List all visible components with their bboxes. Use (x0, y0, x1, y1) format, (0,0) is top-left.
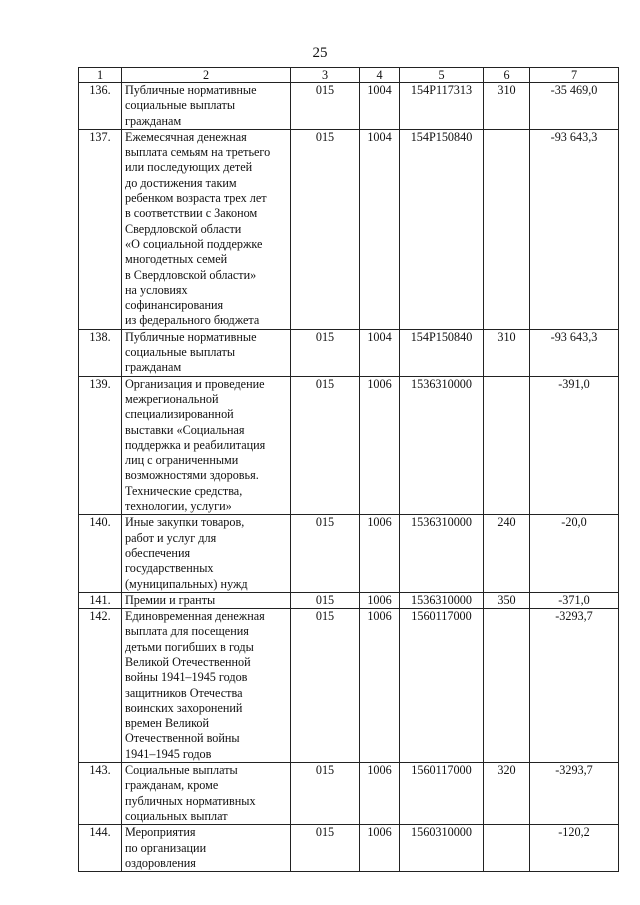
row-name-line: 1941–1945 годов (125, 746, 212, 761)
row-col4-cell: 1006 (360, 515, 400, 592)
row-number-cell: 136. (79, 83, 122, 130)
table-row (79, 329, 619, 376)
row-sum-cell: -120,2 (530, 825, 619, 872)
row-col6-cell: 310 (484, 329, 530, 376)
row-col3-cell: 015 (291, 83, 360, 130)
row-sum-cell: -3293,7 (530, 609, 619, 763)
header-col-6: 6 (484, 68, 530, 83)
row-name-line: «О социальной поддержке (125, 236, 263, 251)
row-col5-cell: 1536310000 (400, 515, 484, 592)
row-name-line: возможностями здоровья. (125, 468, 259, 483)
table-row (79, 825, 619, 872)
row-name-cell (122, 83, 291, 130)
row-name-line: гражданам, кроме (125, 778, 219, 793)
row-col3-cell: 015 (291, 376, 360, 515)
row-name-cell (122, 609, 291, 763)
row-name-cell (122, 763, 291, 825)
row-col3-cell: 015 (291, 609, 360, 763)
row-col6-cell: 350 (484, 592, 530, 608)
row-name-line: Премии и гранты (125, 592, 216, 607)
row-name-line: (муниципальных) нужд (125, 576, 248, 591)
row-name-line: ребенком возраста трех лет (125, 191, 267, 206)
row-col4-cell: 1004 (360, 83, 400, 130)
row-name-line: Публичные нормативные (125, 329, 257, 344)
row-name-cell (122, 376, 291, 515)
row-name-cell (122, 329, 291, 376)
row-col4-cell: 1006 (360, 592, 400, 608)
row-name-line: в соответствии с Законом (125, 206, 258, 221)
row-col6-cell (484, 609, 530, 763)
row-sum-cell: -391,0 (530, 376, 619, 515)
row-name-line: войны 1941–1945 годов (125, 670, 248, 685)
row-name-line: детьми погибших в годы (125, 639, 254, 654)
page-number: 25 (312, 45, 328, 61)
row-name-line: поддержка и реабилитация (125, 437, 266, 452)
header-col-1: 1 (79, 68, 122, 83)
row-sum-cell: -3293,7 (530, 763, 619, 825)
row-name-cell (122, 825, 291, 872)
row-col6-cell (484, 129, 530, 329)
row-col3-cell: 015 (291, 825, 360, 872)
row-name-line: Социальные выплаты (125, 763, 238, 778)
row-col5-cell: 1560117000 (400, 609, 484, 763)
row-name-line: из федерального бюджета (125, 313, 260, 328)
row-name-line: Великой Отечественной (125, 654, 251, 669)
row-col5-cell: 1536310000 (400, 592, 484, 608)
header-col-2: 2 (122, 68, 291, 83)
row-col3-cell: 015 (291, 763, 360, 825)
row-name-line: Организация и проведение (125, 376, 265, 391)
row-name-line: Ежемесячная денежная (125, 129, 247, 144)
row-name-line: обеспечения (125, 545, 191, 560)
row-name-line: по организации (125, 840, 207, 855)
row-number-cell: 140. (79, 515, 122, 592)
row-name-cell (122, 129, 291, 329)
row-col3-cell: 015 (291, 592, 360, 608)
row-number-cell: 142. (79, 609, 122, 763)
row-name-line: гражданам (125, 113, 182, 128)
row-col6-cell (484, 825, 530, 872)
header-col-4: 4 (360, 68, 400, 83)
row-name-line: гражданам (125, 360, 182, 375)
row-name-line: Публичные нормативные (125, 83, 257, 97)
row-col4-cell: 1004 (360, 129, 400, 329)
table-row (79, 515, 619, 592)
row-col4-cell: 1006 (360, 376, 400, 515)
row-col5-cell: 1560310000 (400, 825, 484, 872)
row-col5-cell: 154P150840 (400, 329, 484, 376)
row-name-line: или последующих детей (125, 160, 253, 175)
row-col6-cell: 310 (484, 83, 530, 130)
row-sum-cell: -93 643,3 (530, 329, 619, 376)
row-col6-cell (484, 376, 530, 515)
row-name-line: государственных (125, 561, 214, 576)
row-name-line: Иные закупки товаров, (125, 515, 245, 530)
row-col5-cell: 154P150840 (400, 129, 484, 329)
row-col4-cell: 1004 (360, 329, 400, 376)
row-name-line: в Свердловской области» (125, 267, 257, 282)
row-col4-cell: 1006 (360, 763, 400, 825)
table-row (79, 763, 619, 825)
row-col3-cell: 015 (291, 515, 360, 592)
row-col5-cell: 1536310000 (400, 376, 484, 515)
row-name-line: многодетных семей (125, 252, 228, 267)
row-name-line: воинских захоронений (125, 700, 243, 715)
row-name-line: технологии, услуги» (125, 499, 232, 514)
header-row (79, 68, 619, 83)
table-row (79, 129, 619, 329)
row-col4-cell: 1006 (360, 825, 400, 872)
row-name-line: на условиях (125, 282, 188, 297)
row-name-line: Технические средства, (125, 483, 243, 498)
header-col-5: 5 (400, 68, 484, 83)
row-sum-cell: -93 643,3 (530, 129, 619, 329)
row-number-cell: 137. (79, 129, 122, 329)
table-row (79, 83, 619, 130)
row-name-line: выставки «Социальная (125, 422, 245, 437)
row-col5-cell: 154P117313 (400, 83, 484, 130)
header-col-7: 7 (530, 68, 619, 83)
row-name-line: защитников Отечества (125, 685, 243, 700)
row-name-line: Отечественной войны (125, 731, 240, 746)
row-name-line: до достижения таким (125, 175, 237, 190)
row-name-line: Мероприятия (125, 825, 196, 840)
row-number-cell: 144. (79, 825, 122, 872)
row-name-line: работ и услуг для (125, 530, 217, 545)
row-name-line: социальных выплат (125, 808, 228, 823)
row-col6-cell: 240 (484, 515, 530, 592)
row-name-cell (122, 515, 291, 592)
row-name-line: специализированной (125, 407, 234, 422)
row-name-line: социальные выплаты (125, 345, 236, 360)
row-col5-cell: 1560117000 (400, 763, 484, 825)
row-col3-cell: 015 (291, 329, 360, 376)
row-name-line: публичных нормативных (125, 793, 256, 808)
row-name-line: оздоровления (125, 855, 196, 870)
row-col3-cell: 015 (291, 129, 360, 329)
row-col6-cell: 320 (484, 763, 530, 825)
row-sum-cell: -20,0 (530, 515, 619, 592)
table-row (79, 376, 619, 515)
row-name-cell (122, 592, 291, 608)
table-row (79, 592, 619, 608)
row-name-line: социальные выплаты (125, 98, 236, 113)
row-number-cell: 141. (79, 592, 122, 608)
budget-table (78, 67, 619, 872)
row-sum-cell: -35 469,0 (530, 83, 619, 130)
row-sum-cell: -371,0 (530, 592, 619, 608)
row-col4-cell: 1006 (360, 609, 400, 763)
row-name-line: выплата семьям на третьего (125, 145, 271, 160)
row-name-line: межрегиональной (125, 391, 219, 406)
row-number-cell: 138. (79, 329, 122, 376)
row-number-cell: 139. (79, 376, 122, 515)
row-name-line: Свердловской области (125, 221, 242, 236)
row-name-line: лиц с ограниченными (125, 453, 239, 468)
header-col-3: 3 (291, 68, 360, 83)
row-name-line: времен Великой (125, 716, 210, 731)
row-number-cell: 143. (79, 763, 122, 825)
row-name-line: выплата для посещения (125, 624, 249, 639)
table-row (79, 609, 619, 763)
row-name-line: софинансирования (125, 298, 224, 313)
row-name-line: Единовременная денежная (125, 609, 265, 624)
